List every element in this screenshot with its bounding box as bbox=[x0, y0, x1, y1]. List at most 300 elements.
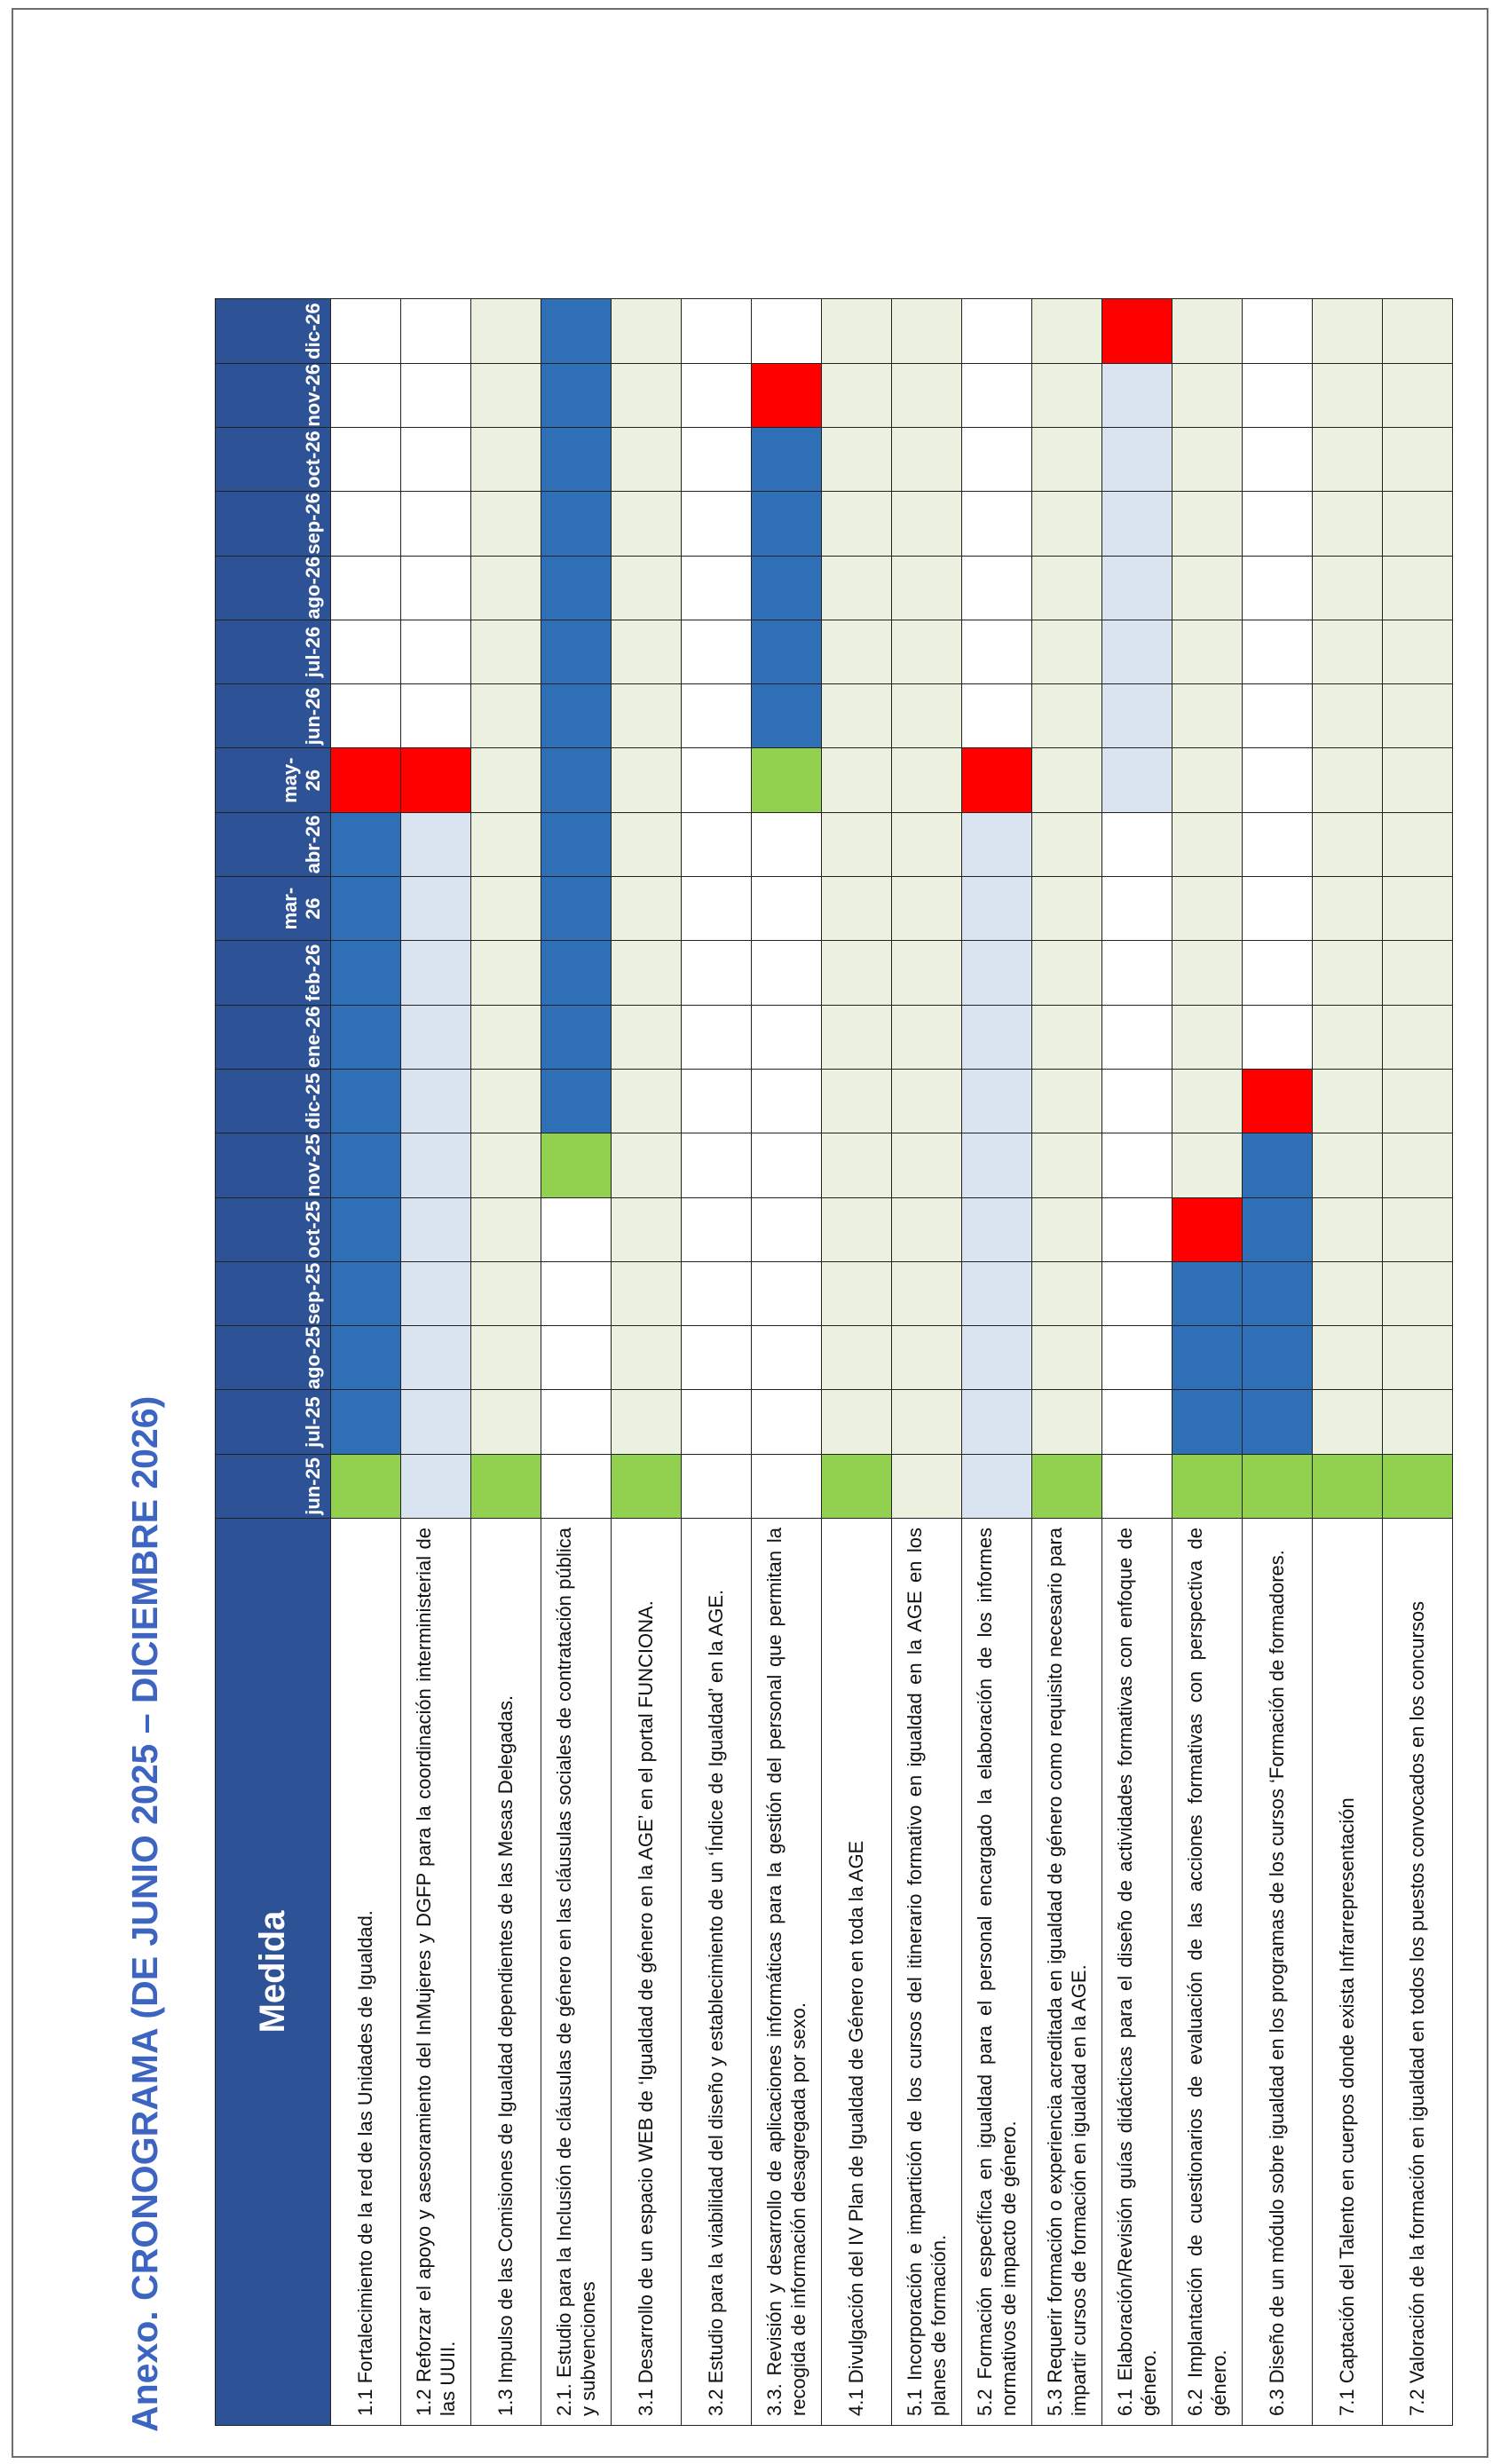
schedule-cell bbox=[612, 363, 682, 427]
schedule-cell bbox=[541, 812, 612, 876]
schedule-cell bbox=[612, 1326, 682, 1390]
schedule-cell bbox=[401, 299, 471, 363]
measure-label: 6.3 Diseño de un módulo sobre igualdad en los programas de los cursos ‘Formación de formadores. bbox=[1243, 1519, 1313, 2426]
schedule-cell bbox=[682, 299, 752, 363]
schedule-cell bbox=[1172, 620, 1243, 683]
schedule-cell bbox=[682, 1261, 752, 1325]
schedule-cell bbox=[1172, 877, 1243, 941]
schedule-cell bbox=[331, 1005, 401, 1069]
schedule-cell bbox=[1243, 1326, 1313, 1390]
schedule-cell bbox=[682, 941, 752, 1005]
schedule-cell bbox=[1172, 1390, 1243, 1454]
schedule-cell bbox=[1383, 299, 1453, 363]
schedule-cell bbox=[682, 812, 752, 876]
schedule-cell bbox=[682, 1390, 752, 1454]
table-row bbox=[822, 299, 892, 2426]
schedule-cell bbox=[682, 1005, 752, 1069]
schedule-cell bbox=[682, 427, 752, 491]
schedule-cell bbox=[541, 684, 612, 748]
schedule-cell bbox=[1032, 812, 1102, 876]
schedule-cell bbox=[892, 1390, 962, 1454]
schedule-cell bbox=[682, 620, 752, 683]
schedule-cell bbox=[471, 620, 541, 683]
schedule-cell bbox=[331, 1326, 401, 1390]
schedule-cell bbox=[401, 1454, 471, 1518]
schedule-cell bbox=[1032, 684, 1102, 748]
schedule-cell bbox=[1172, 1261, 1243, 1325]
schedule-cell bbox=[1032, 427, 1102, 491]
schedule-cell bbox=[1032, 492, 1102, 556]
schedule-cell bbox=[471, 1197, 541, 1261]
month-header: nov-26 bbox=[216, 363, 331, 427]
schedule-cell bbox=[331, 556, 401, 620]
schedule-cell bbox=[1102, 1326, 1172, 1390]
schedule-cell bbox=[962, 1390, 1032, 1454]
schedule-cell bbox=[1032, 1005, 1102, 1069]
schedule-cell bbox=[401, 620, 471, 683]
schedule-cell bbox=[1313, 1197, 1383, 1261]
schedule-cell bbox=[1172, 1454, 1243, 1518]
schedule-cell bbox=[682, 1326, 752, 1390]
schedule-cell bbox=[1102, 877, 1172, 941]
schedule-cell bbox=[471, 1005, 541, 1069]
schedule-cell bbox=[892, 556, 962, 620]
page-title: Anexo. CRONOGRAMA (DE JUNIO 2025 – DICIEMBRE 2026) bbox=[124, 1395, 165, 2432]
schedule-cell bbox=[1313, 812, 1383, 876]
schedule-cell bbox=[612, 877, 682, 941]
schedule-cell bbox=[331, 620, 401, 683]
schedule-cell bbox=[541, 1454, 612, 1518]
table-row bbox=[401, 299, 471, 2426]
schedule-cell bbox=[1102, 427, 1172, 491]
schedule-cell bbox=[962, 1005, 1032, 1069]
measure-label: 5.1 Incorporación e impartición de los cursos del itinerario formativo en igualdad en la AGE en los planes de formación. bbox=[892, 1519, 962, 2426]
schedule-cell bbox=[471, 748, 541, 812]
schedule-cell bbox=[612, 1454, 682, 1518]
schedule-cell bbox=[1032, 1454, 1102, 1518]
schedule-cell bbox=[471, 492, 541, 556]
measure-label: 4.1 Divulgación del IV Plan de Igualdad de Género en toda la AGE bbox=[822, 1519, 892, 2426]
schedule-cell bbox=[612, 1390, 682, 1454]
schedule-cell bbox=[752, 941, 822, 1005]
schedule-cell bbox=[1102, 748, 1172, 812]
schedule-cell bbox=[401, 556, 471, 620]
schedule-cell bbox=[1102, 1261, 1172, 1325]
schedule-cell bbox=[331, 1261, 401, 1325]
month-header: dic-26 bbox=[216, 299, 331, 363]
schedule-cell bbox=[331, 941, 401, 1005]
schedule-cell bbox=[1243, 427, 1313, 491]
schedule-cell bbox=[401, 492, 471, 556]
measure-label: 3.1 Desarrollo de un espacio WEB de ‘Igualdad de género en la AGE’ en el portal FUNCIONA. bbox=[612, 1519, 682, 2426]
schedule-cell bbox=[331, 1390, 401, 1454]
schedule-cell bbox=[822, 1390, 892, 1454]
schedule-cell bbox=[331, 1133, 401, 1197]
schedule-cell bbox=[541, 1390, 612, 1454]
schedule-cell bbox=[1243, 1390, 1313, 1454]
schedule-cell bbox=[1243, 877, 1313, 941]
schedule-cell bbox=[1313, 427, 1383, 491]
schedule-cell bbox=[1383, 941, 1453, 1005]
schedule-cell bbox=[401, 1197, 471, 1261]
schedule-cell bbox=[822, 748, 892, 812]
schedule-cell bbox=[892, 1197, 962, 1261]
schedule-cell bbox=[1172, 363, 1243, 427]
table-row bbox=[1313, 299, 1383, 2426]
month-header: ene-26 bbox=[216, 1005, 331, 1069]
schedule-cell bbox=[1383, 1261, 1453, 1325]
schedule-cell bbox=[752, 1133, 822, 1197]
schedule-cell bbox=[612, 1261, 682, 1325]
schedule-cell bbox=[401, 1069, 471, 1133]
schedule-cell bbox=[612, 620, 682, 683]
schedule-cell bbox=[541, 299, 612, 363]
measure-label: 1.2 Reforzar el apoyo y asesoramiento del InMujeres y DGFP para la coordinación interministerial de las UUII. bbox=[401, 1519, 471, 2426]
schedule-cell bbox=[822, 812, 892, 876]
schedule-cell bbox=[1383, 1326, 1453, 1390]
schedule-cell bbox=[541, 748, 612, 812]
schedule-cell bbox=[682, 556, 752, 620]
schedule-cell bbox=[1243, 941, 1313, 1005]
measure-label: 6.1 Elaboración/Revisión guías didácticas para el diseño de actividades formativas con enfoque de género. bbox=[1102, 1519, 1172, 2426]
schedule-cell bbox=[541, 492, 612, 556]
schedule-cell bbox=[962, 299, 1032, 363]
schedule-cell bbox=[1383, 812, 1453, 876]
schedule-cell bbox=[892, 620, 962, 683]
schedule-cell bbox=[962, 1133, 1032, 1197]
schedule-cell bbox=[752, 1326, 822, 1390]
schedule-cell bbox=[1102, 620, 1172, 683]
schedule-cell bbox=[612, 1133, 682, 1197]
schedule-cell bbox=[1243, 492, 1313, 556]
table-row bbox=[612, 299, 682, 2426]
month-header: sep-26 bbox=[216, 492, 331, 556]
schedule-cell bbox=[752, 1005, 822, 1069]
schedule-cell bbox=[1313, 1069, 1383, 1133]
schedule-cell bbox=[682, 877, 752, 941]
schedule-cell bbox=[1102, 363, 1172, 427]
table-row bbox=[1102, 299, 1172, 2426]
schedule-cell bbox=[541, 620, 612, 683]
schedule-cell bbox=[1172, 427, 1243, 491]
schedule-cell bbox=[962, 1261, 1032, 1325]
schedule-cell bbox=[1032, 1069, 1102, 1133]
schedule-cell bbox=[471, 684, 541, 748]
schedule-cell bbox=[471, 1390, 541, 1454]
schedule-cell bbox=[752, 1454, 822, 1518]
schedule-cell bbox=[1313, 1454, 1383, 1518]
schedule-cell bbox=[612, 1197, 682, 1261]
schedule-cell bbox=[612, 1005, 682, 1069]
schedule-cell bbox=[1102, 941, 1172, 1005]
schedule-cell bbox=[331, 363, 401, 427]
schedule-cell bbox=[962, 684, 1032, 748]
schedule-cell bbox=[541, 941, 612, 1005]
schedule-cell bbox=[1383, 1069, 1453, 1133]
measure-label: 2.1. Estudio para la Inclusión de cláusulas de género en las cláusulas sociales de contratación pública y subvenciones bbox=[541, 1519, 612, 2426]
schedule-cell bbox=[892, 492, 962, 556]
schedule-cell bbox=[822, 1133, 892, 1197]
schedule-cell bbox=[752, 684, 822, 748]
schedule-cell bbox=[822, 363, 892, 427]
schedule-cell bbox=[1313, 1133, 1383, 1197]
schedule-cell bbox=[1243, 620, 1313, 683]
schedule-cell bbox=[401, 1133, 471, 1197]
schedule-cell bbox=[752, 812, 822, 876]
measure-label: 5.3 Requerir formación o experiencia acreditada en igualdad de género como requisito necesario para impartir cursos de formación en igualdad en la AGE. bbox=[1032, 1519, 1102, 2426]
schedule-cell bbox=[331, 812, 401, 876]
month-header: abr-26 bbox=[216, 812, 331, 876]
schedule-cell bbox=[1102, 812, 1172, 876]
schedule-cell bbox=[401, 1261, 471, 1325]
schedule-cell bbox=[682, 492, 752, 556]
schedule-cell bbox=[1102, 1069, 1172, 1133]
schedule-cell bbox=[1383, 684, 1453, 748]
schedule-cell bbox=[962, 492, 1032, 556]
schedule-cell bbox=[331, 1454, 401, 1518]
schedule-cell bbox=[892, 812, 962, 876]
schedule-cell bbox=[471, 299, 541, 363]
schedule-cell bbox=[541, 1326, 612, 1390]
schedule-cell bbox=[1383, 427, 1453, 491]
schedule-cell bbox=[1032, 1390, 1102, 1454]
schedule-cell bbox=[1172, 299, 1243, 363]
schedule-cell bbox=[541, 1069, 612, 1133]
schedule-cell bbox=[1243, 748, 1313, 812]
schedule-cell bbox=[682, 684, 752, 748]
schedule-cell bbox=[471, 1133, 541, 1197]
schedule-cell bbox=[1313, 363, 1383, 427]
schedule-cell bbox=[1313, 1326, 1383, 1390]
month-header: ago-26 bbox=[216, 556, 331, 620]
schedule-cell bbox=[401, 877, 471, 941]
table-header-row bbox=[216, 299, 331, 2426]
schedule-cell bbox=[1032, 1197, 1102, 1261]
schedule-cell bbox=[1102, 1390, 1172, 1454]
schedule-cell bbox=[331, 684, 401, 748]
schedule-cell bbox=[612, 684, 682, 748]
schedule-cell bbox=[1032, 1326, 1102, 1390]
table-row bbox=[1172, 299, 1243, 2426]
schedule-cell bbox=[962, 812, 1032, 876]
month-header: ago-25 bbox=[216, 1326, 331, 1390]
schedule-cell bbox=[962, 1069, 1032, 1133]
schedule-cell bbox=[471, 556, 541, 620]
month-header: jun-26 bbox=[216, 684, 331, 748]
schedule-cell bbox=[331, 299, 401, 363]
table-row bbox=[892, 299, 962, 2426]
schedule-cell bbox=[1313, 620, 1383, 683]
schedule-cell bbox=[752, 1197, 822, 1261]
schedule-cell bbox=[962, 941, 1032, 1005]
schedule-cell bbox=[1102, 1133, 1172, 1197]
schedule-cell bbox=[1383, 1133, 1453, 1197]
schedule-cell bbox=[892, 1133, 962, 1197]
measure-label: 3.3. Revisión y desarrollo de aplicaciones informáticas para la gestión del personal que permitan la recogida de información desagregada por sexo. bbox=[752, 1519, 822, 2426]
schedule-cell bbox=[1383, 620, 1453, 683]
schedule-cell bbox=[1313, 941, 1383, 1005]
month-header: jul-26 bbox=[216, 620, 331, 683]
schedule-cell bbox=[1032, 1133, 1102, 1197]
schedule-cell bbox=[892, 1005, 962, 1069]
schedule-cell bbox=[892, 1069, 962, 1133]
schedule-cell bbox=[892, 748, 962, 812]
schedule-cell bbox=[1313, 556, 1383, 620]
schedule-cell bbox=[401, 363, 471, 427]
schedule-cell bbox=[401, 941, 471, 1005]
schedule-cell bbox=[1243, 1261, 1313, 1325]
schedule-cell bbox=[541, 1261, 612, 1325]
schedule-cell bbox=[1032, 620, 1102, 683]
schedule-cell bbox=[892, 363, 962, 427]
schedule-cell bbox=[1383, 1197, 1453, 1261]
schedule-cell bbox=[752, 299, 822, 363]
schedule-cell bbox=[541, 556, 612, 620]
measure-label: 1.3 Impulso de las Comisiones de Igualdad dependientes de las Mesas Delegadas. bbox=[471, 1519, 541, 2426]
schedule-cell bbox=[752, 492, 822, 556]
month-header: may-26 bbox=[216, 748, 331, 812]
schedule-cell bbox=[1313, 299, 1383, 363]
schedule-cell bbox=[401, 1390, 471, 1454]
schedule-cell bbox=[1383, 877, 1453, 941]
schedule-cell bbox=[1313, 1261, 1383, 1325]
schedule-cell bbox=[541, 1133, 612, 1197]
schedule-cell bbox=[1102, 492, 1172, 556]
month-header: nov-25 bbox=[216, 1133, 331, 1197]
schedule-cell bbox=[612, 299, 682, 363]
schedule-cell bbox=[612, 556, 682, 620]
schedule-cell bbox=[752, 556, 822, 620]
schedule-cell bbox=[892, 1454, 962, 1518]
schedule-cell bbox=[471, 877, 541, 941]
schedule-cell bbox=[1383, 363, 1453, 427]
schedule-cell bbox=[822, 684, 892, 748]
schedule-cell bbox=[822, 1197, 892, 1261]
schedule-cell bbox=[1172, 1005, 1243, 1069]
schedule-cell bbox=[1032, 1261, 1102, 1325]
schedule-cell bbox=[752, 877, 822, 941]
schedule-cell bbox=[401, 1005, 471, 1069]
table-row bbox=[1383, 299, 1453, 2426]
schedule-cell bbox=[471, 363, 541, 427]
schedule-cell bbox=[1102, 684, 1172, 748]
table-row bbox=[752, 299, 822, 2426]
schedule-cell bbox=[1032, 556, 1102, 620]
schedule-cell bbox=[1243, 299, 1313, 363]
schedule-cell bbox=[822, 1069, 892, 1133]
schedule-cell bbox=[822, 941, 892, 1005]
table-row bbox=[962, 299, 1032, 2426]
schedule-cell bbox=[962, 877, 1032, 941]
table-row bbox=[331, 299, 401, 2426]
schedule-cell bbox=[1243, 556, 1313, 620]
schedule-cell bbox=[892, 1261, 962, 1325]
schedule-cell bbox=[401, 684, 471, 748]
table-body bbox=[331, 299, 1453, 2426]
schedule-cell bbox=[331, 1069, 401, 1133]
schedule-cell bbox=[612, 748, 682, 812]
month-header: jul-25 bbox=[216, 1390, 331, 1454]
schedule-cell bbox=[401, 812, 471, 876]
schedule-cell bbox=[752, 363, 822, 427]
measure-label: 6.2 Implantación de cuestionarios de evaluación de las acciones formativas con perspectiva de género. bbox=[1172, 1519, 1243, 2426]
schedule-cell bbox=[1172, 556, 1243, 620]
schedule-cell bbox=[822, 1261, 892, 1325]
schedule-cell bbox=[1243, 684, 1313, 748]
schedule-cell bbox=[1172, 1197, 1243, 1261]
measure-label: 1.1 Fortalecimiento de la red de las Unidades de Igualdad. bbox=[331, 1519, 401, 2426]
schedule-cell bbox=[1102, 1197, 1172, 1261]
schedule-cell bbox=[1032, 299, 1102, 363]
schedule-cell bbox=[1383, 1390, 1453, 1454]
schedule-cell bbox=[682, 1197, 752, 1261]
schedule-cell bbox=[822, 877, 892, 941]
schedule-cell bbox=[682, 748, 752, 812]
schedule-cell bbox=[1102, 299, 1172, 363]
schedule-cell bbox=[331, 492, 401, 556]
schedule-cell bbox=[471, 1326, 541, 1390]
table-row bbox=[541, 299, 612, 2426]
schedule-cell bbox=[471, 941, 541, 1005]
schedule-cell bbox=[541, 877, 612, 941]
schedule-cell bbox=[682, 363, 752, 427]
schedule-cell bbox=[331, 427, 401, 491]
schedule-cell bbox=[331, 748, 401, 812]
schedule-cell bbox=[471, 1261, 541, 1325]
schedule-cell bbox=[1383, 556, 1453, 620]
schedule-cell bbox=[401, 427, 471, 491]
schedule-cell bbox=[1102, 556, 1172, 620]
schedule-cell bbox=[752, 620, 822, 683]
schedule-cell bbox=[471, 427, 541, 491]
schedule-cell bbox=[752, 748, 822, 812]
schedule-cell bbox=[1243, 1197, 1313, 1261]
schedule-cell bbox=[541, 427, 612, 491]
schedule-cell bbox=[471, 1069, 541, 1133]
schedule-cell bbox=[1243, 1069, 1313, 1133]
schedule-cell bbox=[401, 748, 471, 812]
schedule-cell bbox=[1172, 1326, 1243, 1390]
schedule-cell bbox=[1243, 1005, 1313, 1069]
schedule-cell bbox=[892, 941, 962, 1005]
schedule-cell bbox=[962, 427, 1032, 491]
schedule-cell bbox=[682, 1454, 752, 1518]
schedule-cell bbox=[1243, 363, 1313, 427]
schedule-cell bbox=[1032, 877, 1102, 941]
schedule-cell bbox=[331, 877, 401, 941]
schedule-cell bbox=[962, 363, 1032, 427]
schedule-cell bbox=[541, 1005, 612, 1069]
table-row bbox=[471, 299, 541, 2426]
measure-label: 7.1 Captación del Talento en cuerpos donde exista Infrarrepresentación bbox=[1313, 1519, 1383, 2426]
schedule-cell bbox=[1032, 748, 1102, 812]
month-header: dic-25 bbox=[216, 1069, 331, 1133]
schedule-cell bbox=[892, 684, 962, 748]
schedule-cell bbox=[822, 299, 892, 363]
month-header: mar-26 bbox=[216, 877, 331, 941]
schedule-cell bbox=[962, 1326, 1032, 1390]
schedule-cell bbox=[892, 299, 962, 363]
schedule-cell bbox=[962, 748, 1032, 812]
table-row bbox=[682, 299, 752, 2426]
schedule-cell bbox=[612, 427, 682, 491]
schedule-cell bbox=[822, 620, 892, 683]
schedule-cell bbox=[1313, 1005, 1383, 1069]
schedule-cell bbox=[1383, 492, 1453, 556]
schedule-cell bbox=[892, 877, 962, 941]
medida-header: Medida bbox=[216, 1519, 331, 2426]
schedule-cell bbox=[1102, 1454, 1172, 1518]
